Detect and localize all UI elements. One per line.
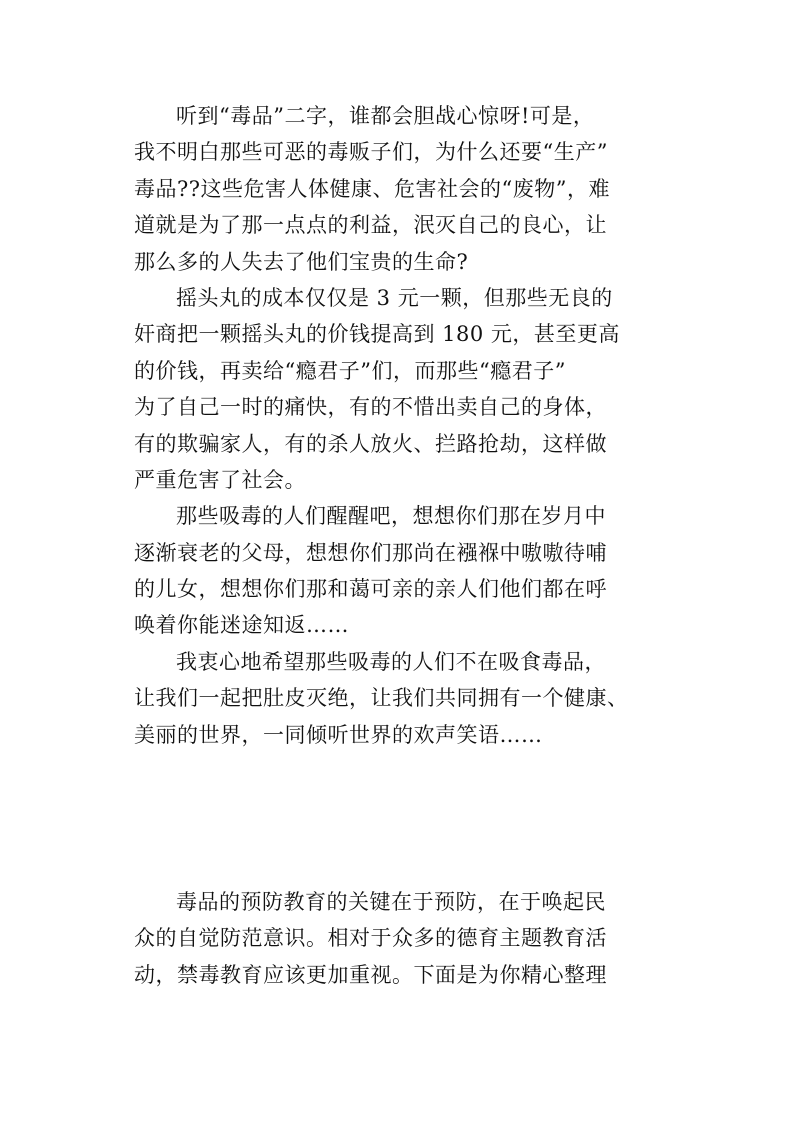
paragraph-line: 那么多的人失去了他们宝贵的生命? <box>134 249 469 274</box>
paragraph-line: 众的自觉防范意识。相对于众多的德育主题教育活 <box>134 926 607 951</box>
paragraph-line: 逐渐衰老的父母，想想你们那尚在襁褓中嗷嗷待哺 <box>134 540 607 565</box>
paragraph-line: 为了自己一时的痛快，有的不惜出卖自己的身体， <box>134 395 607 420</box>
paragraph-line: 让我们一起把肚皮灭绝，让我们共同拥有一个健康、 <box>134 686 629 711</box>
paragraph-line: 的价钱，再卖给“瘾君子”们，而那些“瘾君子” <box>134 358 566 383</box>
paragraph-line: 奸商把一颗摇头丸的价钱提高到 180 元，甚至更高 <box>134 322 620 347</box>
paragraph-line: 唤着你能迷途知返…… <box>134 613 349 638</box>
paragraph-2 <box>134 280 674 498</box>
paragraph-5 <box>134 884 674 993</box>
paragraph-line: 那些吸毒的人们醒醒吧，想想你们那在岁月中 <box>176 504 606 529</box>
paragraph-line: 有的欺骗家人，有的杀人放火、拦路抢劫，这样做 <box>134 431 607 456</box>
paragraph-line: 摇头丸的成本仅仅是 3 元一颗，但那些无良的 <box>176 285 613 310</box>
paragraph-3 <box>134 498 674 644</box>
paragraph-line: 毒品的预防教育的关键在于预防，在于唤起民 <box>176 890 606 914</box>
paragraph-4 <box>134 644 674 753</box>
paragraph-1 <box>134 98 674 280</box>
intro-body <box>134 884 674 993</box>
essay-body <box>134 98 674 753</box>
paragraph-line: 我衷心地希望那些吸毒的人们不在吸食毒品， <box>176 649 606 674</box>
paragraph-line: 动，禁毒教育应该更加重视。下面是为你精心整理 <box>134 962 607 987</box>
paragraph-line: 道就是为了那一点点的利益，泯灭自己的良心，让 <box>134 213 607 238</box>
paragraph-line: 毒品??这些危害人体健康、危害社会的“废物”，难 <box>134 176 610 201</box>
paragraph-line: 听到“毒品”二字，谁都会胆战心惊呀!可是， <box>176 104 595 128</box>
paragraph-line: 我不明白那些可恶的毒贩子们，为什么还要“生产” <box>134 140 608 165</box>
paragraph-line: 的儿女，想想你们那和蔼可亲的亲人们他们都在呼 <box>134 577 607 602</box>
paragraph-line: 美丽的世界，一同倾听世界的欢声笑语…… <box>134 722 543 747</box>
paragraph-line: 严重危害了社会。 <box>134 467 306 492</box>
